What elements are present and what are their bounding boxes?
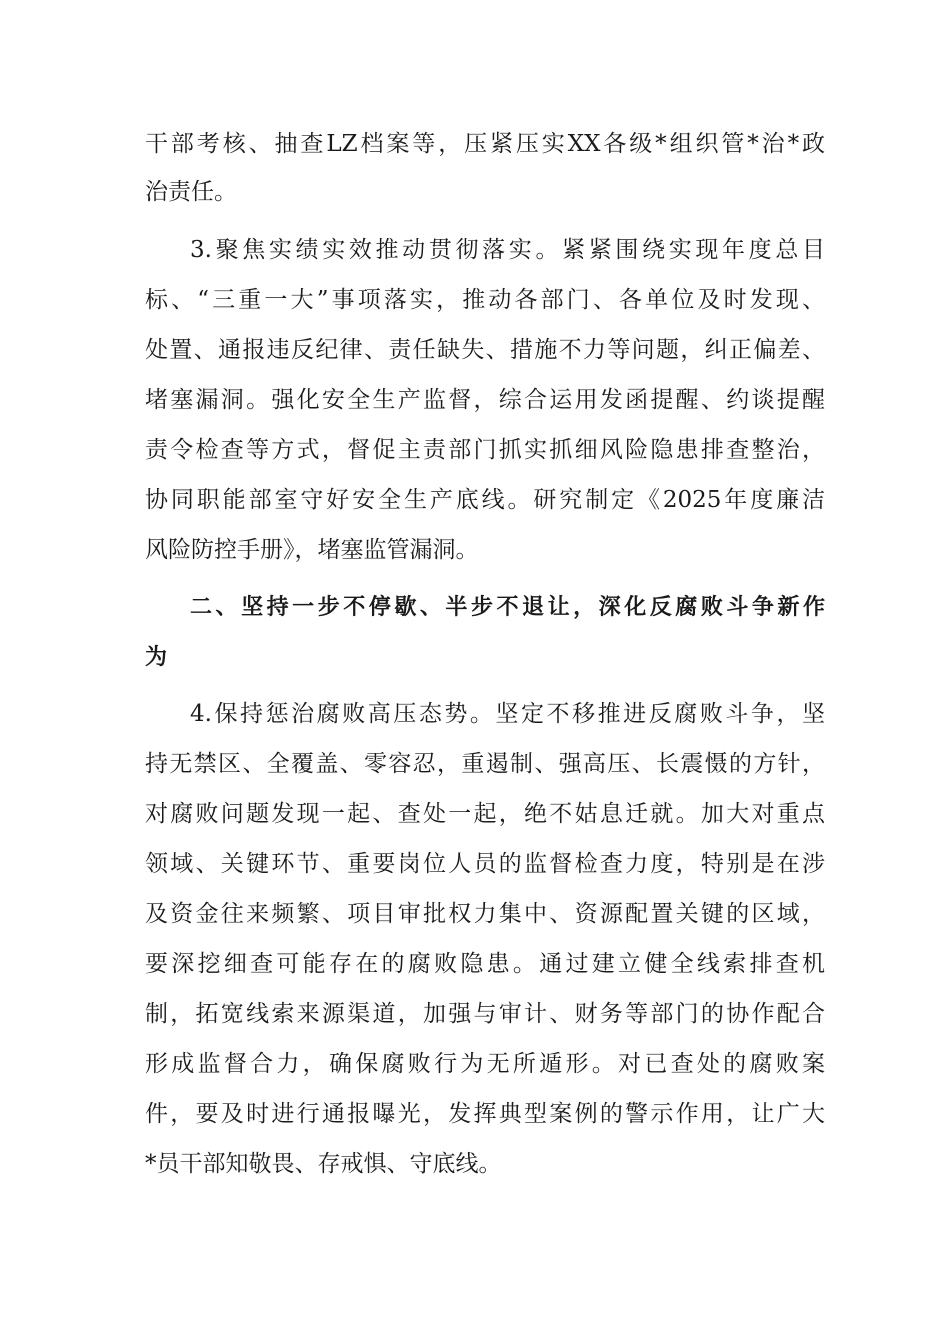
paragraph-line: *员干部知敬畏、存戒惧、守底线。: [145, 1151, 502, 1177]
paragraph-line: 3.聚焦实绩实效推动贯彻落实。紧紧围绕实现年度总目: [190, 237, 825, 263]
paragraph-line: 及资金往来频繁、项目审批权力集中、资源配置关键的区域，: [145, 901, 825, 927]
paragraph-line: 堵塞漏洞。强化安全生产监督，综合运用发函提醒、约谈提醒: [145, 387, 825, 413]
paragraph-line: 标、“三重一大”事项落实，推动各部门、各单位及时发现、: [145, 287, 825, 313]
paragraph-line: 处置、通报违反纪律、责任缺失、措施不力等问题，纠正偏差、: [145, 337, 825, 363]
paragraph-line: 4.保持惩治腐败高压态势。坚定不移推进反腐败斗争，坚: [190, 701, 825, 727]
paragraph-line: 持无禁区、全覆盖、零容忍，重遏制、强高压、长震慑的方针，: [145, 751, 825, 777]
paragraph-line: 协同职能部室守好安全生产底线。研究制定《2025年度廉洁: [145, 487, 825, 513]
paragraph-line: 件，要及时进行通报曝光，发挥典型案例的警示作用，让广大: [145, 1101, 825, 1127]
section-heading: 二、坚持一步不停歇、半步不退让，深化反腐败斗争新作: [190, 595, 825, 620]
paragraph-line: 对腐败问题发现一起、查处一起，绝不姑息迁就。加大对重点: [145, 801, 825, 827]
paragraph-line: 风险防控手册》，堵塞监管漏洞。: [145, 537, 479, 563]
paragraph-line: 形成监督合力，确保腐败行为无所遁形。对已查处的腐败案: [145, 1051, 825, 1077]
paragraph-line: 治责任。: [145, 179, 237, 205]
paragraph-line: 要深挖细查可能存在的腐败隐患。通过建立健全线索排查机: [145, 951, 825, 977]
paragraph-line: 领域、关键环节、重要岗位人员的监督检查力度，特别是在涉: [145, 851, 825, 877]
paragraph-line: 干部考核、抽查LZ档案等，压紧压实XX各级*组织管*治*政: [145, 131, 825, 157]
paragraph-line: 制，拓宽线索来源渠道，加强与审计、财务等部门的协作配合: [145, 1001, 825, 1027]
section-heading: 为: [145, 645, 168, 670]
paragraph-line: 责令检查等方式，督促主责部门抓实抓细风险隐患排查整治，: [145, 437, 825, 463]
